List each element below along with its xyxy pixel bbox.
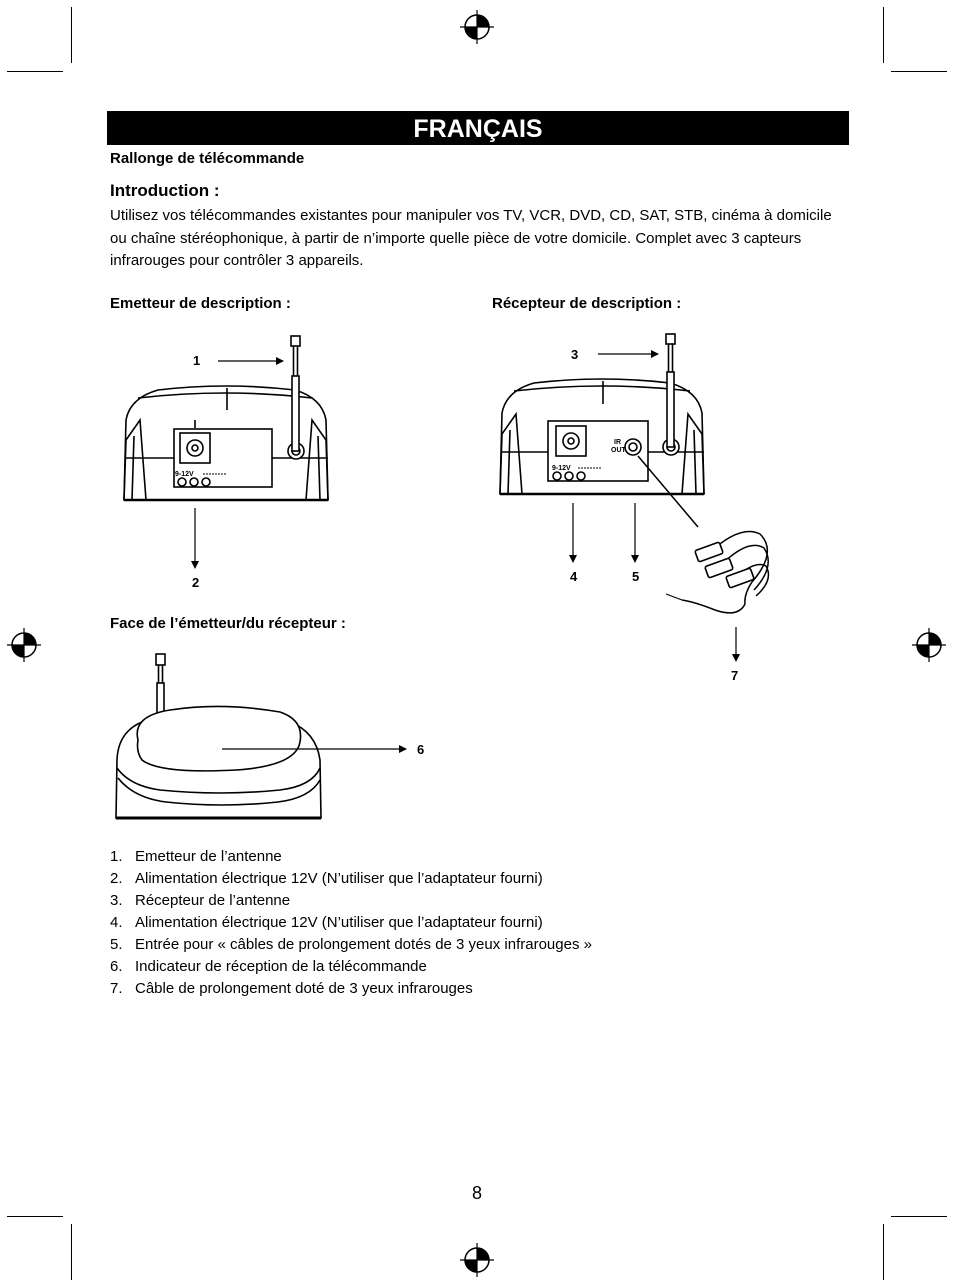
list-item: 3. Récepteur de l’antenne [110, 892, 291, 909]
emitter-voltage-label: 9-12V [175, 471, 194, 478]
language-banner: FRANÇAIS [107, 111, 849, 145]
document-subtitle: Rallonge de télécommande [110, 150, 305, 167]
registration-mark-icon [912, 628, 946, 662]
registration-mark-icon [460, 1243, 494, 1277]
registration-mark-icon [460, 10, 494, 44]
emitter-section-heading: Emetteur de description : [110, 295, 291, 312]
list-item: 2. Alimentation électrique 12V (N’utiliser que l’adaptateur fourni) [110, 870, 543, 887]
list-item: 7. Câble de prolongement doté de 3 yeux infrarouges [110, 980, 473, 997]
list-item: 1. Emetteur de l’antenne [110, 848, 282, 865]
callout-label: 2 [192, 575, 200, 590]
intro-paragraph: Utilisez vos télécommandes existantes pour manipuler vos TV, VCR, DVD, CD, SAT, STB, cinéma à domicile ou chaîne stéréophonique, à partir de n’importe quelle pièce de votre domicile. Complet avec 3 capteurs infrarouges pour contrôler 3 appareils. [110, 207, 832, 269]
ir-out-label-top: IR [614, 439, 621, 446]
front-view-illustration [116, 654, 321, 818]
list-item: 4. Alimentation électrique 12V (N’utiliser que l’adaptateur fourni) [110, 914, 543, 931]
list-item: 6. Indicateur de réception de la télécommande [110, 958, 427, 975]
ir-out-label-bottom: OUT [611, 447, 626, 454]
list-item: 5. Entrée pour « câbles de prolongement dotés de 3 yeux infrarouges » [110, 936, 592, 953]
face-section-heading: Face de l’émetteur/du récepteur : [110, 615, 346, 632]
intro-heading: Introduction : [110, 181, 220, 200]
callout-label: 7 [731, 668, 739, 683]
callout-label: 1 [193, 353, 201, 368]
page-number: 8 [471, 1183, 482, 1203]
parts-legend [110, 846, 592, 1000]
receiver-section-heading: Récepteur de description : [492, 295, 682, 312]
callout-label: 4 [570, 569, 578, 584]
callout-label: 6 [417, 742, 425, 757]
receiver-voltage-label: 9-12V [552, 465, 571, 472]
receiver-illustration [500, 334, 704, 494]
callout-label: 5 [632, 569, 640, 584]
callout-label: 3 [571, 347, 579, 362]
registration-mark-icon [7, 628, 41, 662]
